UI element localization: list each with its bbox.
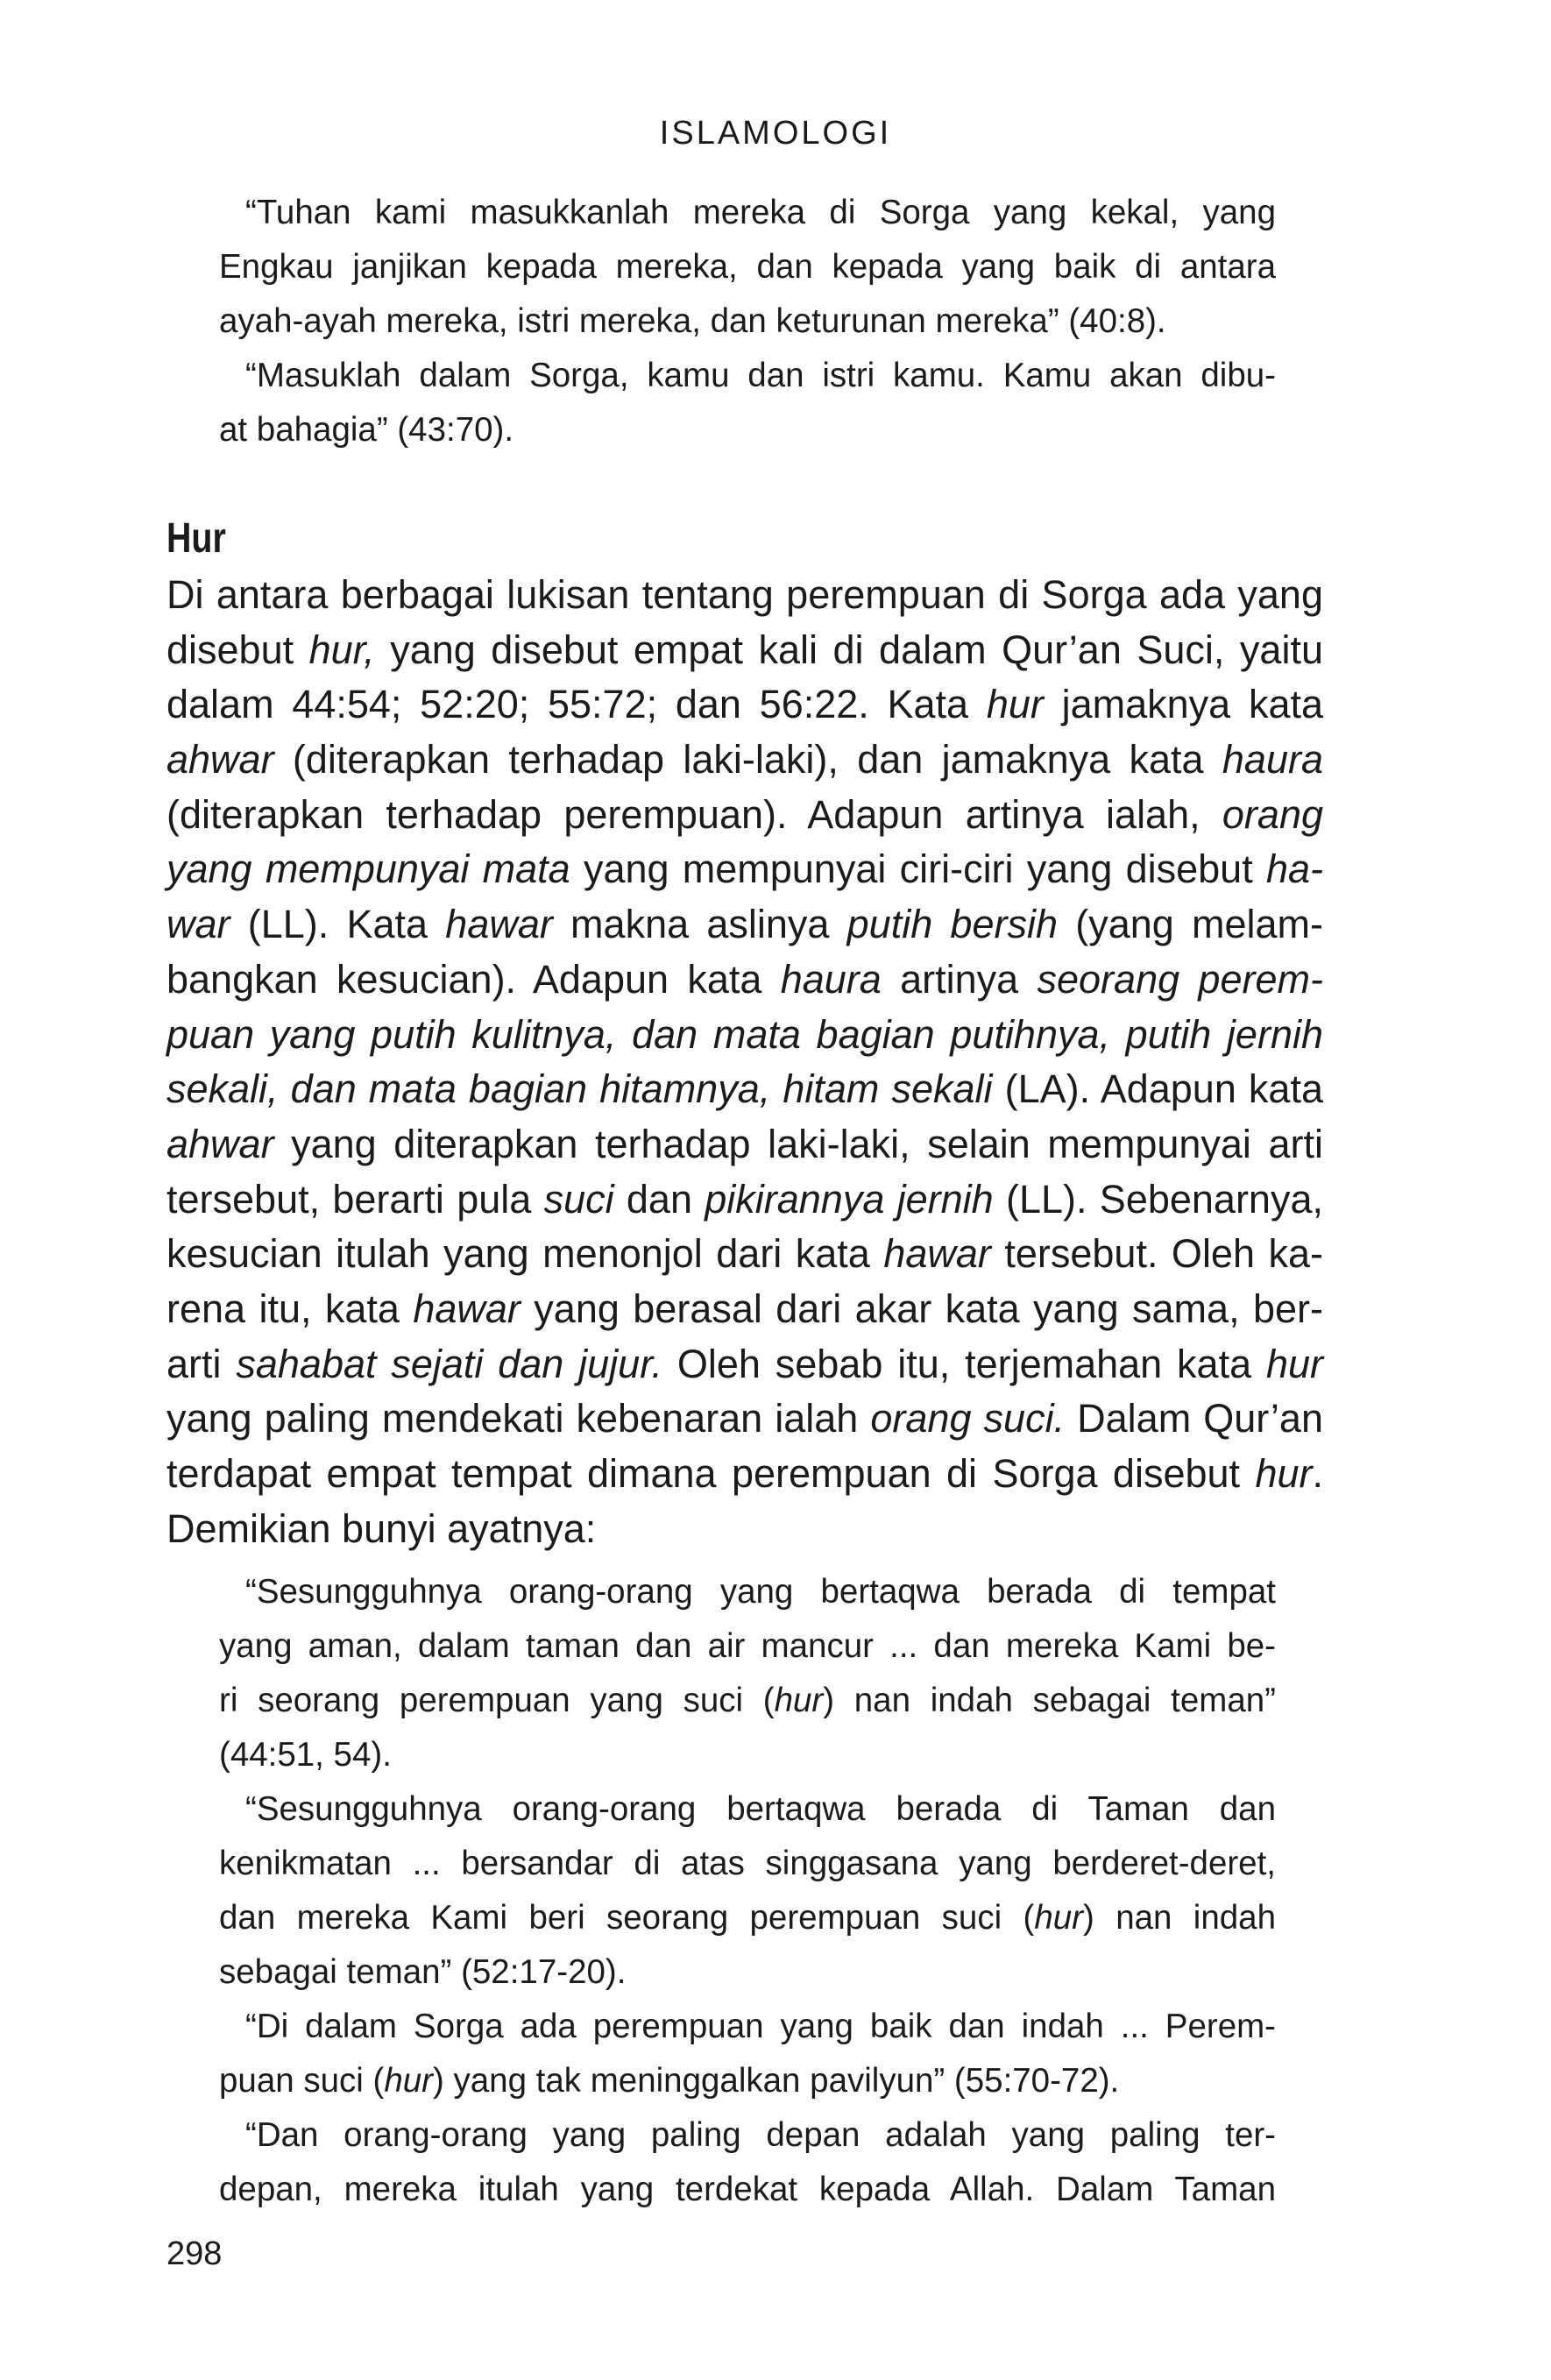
text-line	[219, 2000, 1276, 2054]
italic-run: ha-	[1265, 846, 1323, 892]
text-line	[166, 897, 1323, 953]
text-run: (yang melam-	[1058, 902, 1324, 947]
text-line	[166, 1337, 1323, 1392]
text-line	[166, 1008, 1323, 1063]
quote-line: Engkau janjikan kepada mereka, dan kepada yang baik di antara	[219, 248, 1276, 286]
text-run: (LL). Kata	[230, 902, 446, 947]
italic-run: hur	[1265, 1341, 1323, 1386]
italic-run: seorang perem-	[1037, 956, 1323, 1002]
italic-run: suci	[543, 1176, 614, 1222]
text-run: yang paling mendekati kebenaran ialah	[166, 1396, 871, 1441]
text-line	[166, 1392, 1323, 1447]
italic-run: ahwar	[166, 1121, 274, 1166]
italic-run: hur	[1255, 1451, 1313, 1496]
italic-run: hur	[774, 1682, 824, 1719]
text-run: Oleh sebab itu, terjemahan kata	[662, 1341, 1266, 1386]
italic-run: sekali, dan mata bagian hitamnya, hitam sekali	[166, 1066, 993, 1112]
text-run: “Di dalam Sorga ada perempuan yang baik dan indah ... Perem-	[245, 2008, 1276, 2045]
italic-run: haura	[780, 956, 882, 1002]
text-line	[166, 842, 1323, 897]
text-run: “Sesungguhnya orang-orang bertaqwa berada di Taman dan	[245, 1790, 1276, 1828]
text-run: kenikmatan ... bersandar di atas singgasana yang berderet-deret,	[219, 1845, 1276, 1882]
text-run: ) yang tak meninggalkan pavilyun” (55:70-72).	[432, 2062, 1120, 2100]
italic-run: hur,	[308, 627, 375, 672]
text-line	[219, 2108, 1276, 2163]
text-line	[166, 1447, 1323, 1502]
text-run: ri seorang perempuan yang suci (	[219, 1682, 775, 1719]
italic-run: putih bersih	[846, 902, 1058, 947]
text-run: dan mereka Kami beri seorang perempuan suci (	[219, 1899, 1035, 1937]
italic-run: hawar	[883, 1231, 991, 1277]
italic-run: orang	[1222, 791, 1323, 837]
text-line	[166, 1172, 1323, 1228]
text-run: ) nan indah sebagai teman”	[823, 1682, 1276, 1719]
text-run: .	[1312, 1451, 1323, 1496]
quote-line: “Tuhan kami masukkanlah mereka di Sorga yang kekal, yang	[245, 194, 1276, 231]
text-line	[219, 1945, 1276, 2000]
text-line	[166, 1227, 1323, 1282]
text-line	[166, 733, 1323, 788]
text-line	[166, 568, 1323, 623]
italic-run: hur	[384, 2062, 433, 2100]
text-run: bangkan kesucian). Adapun kata	[166, 956, 781, 1002]
text-run: dan	[613, 1176, 705, 1222]
text-run: depan, mereka itulah yang terdekat kepada Allah. Dalam Taman	[219, 2171, 1276, 2208]
italic-run: haura	[1222, 737, 1323, 783]
text-line	[166, 1282, 1323, 1337]
text-line	[166, 623, 1323, 678]
italic-run: hur	[1034, 1899, 1083, 1937]
text-run: puan suci (	[219, 2062, 385, 2100]
section-heading: Hur	[166, 515, 226, 562]
text-run: (LL). Sebenarnya,	[993, 1176, 1323, 1222]
italic-run: orang suci.	[870, 1396, 1066, 1441]
text-run: yang disebut empat kali di dalam Qur’an Suci, yaitu	[374, 627, 1323, 672]
quotes-bottom	[219, 1565, 1276, 2217]
italic-run: puan yang putih kulitnya, dan mata bagian putihnya, putih jernih	[166, 1011, 1323, 1057]
quote-line: ayah-ayah mereka, istri mereka, dan keturunan mereka” (40:8).	[219, 302, 1166, 340]
text-run: “Dan orang-orang yang paling depan adalah yang paling ter-	[245, 2116, 1276, 2154]
text-line	[166, 788, 1323, 843]
text-run: yang mempunyai ciri-ciri yang disebut	[570, 846, 1266, 892]
quote-line: at bahagia” (43:70).	[219, 411, 514, 449]
body-paragraph	[166, 568, 1323, 1556]
italic-run: hawar	[413, 1286, 521, 1331]
text-run: rena itu, kata	[166, 1286, 414, 1331]
text-line	[219, 1891, 1276, 1945]
running-header: ISLAMOLOGI	[659, 115, 892, 152]
text-run: arti	[166, 1341, 237, 1386]
text-run: Dalam Qur’an	[1065, 1396, 1323, 1441]
text-run: sebagai teman” (52:17-20).	[219, 1953, 627, 1991]
text-line	[166, 1502, 1323, 1557]
text-run: Demikian bunyi ayatnya:	[166, 1505, 597, 1551]
text-line	[219, 1837, 1276, 1891]
text-run: yang berasal dari akar kata yang sama, ber-	[520, 1286, 1323, 1331]
text-run: yang aman, dalam taman dan air mancur ... dan mereka Kami be-	[219, 1627, 1276, 1665]
text-run: makna aslinya	[552, 902, 847, 947]
text-run: yang diterapkan terhadap laki-laki, selain mempunyai arti	[273, 1121, 1323, 1166]
text-run: jamaknya kata	[1043, 682, 1323, 727]
italic-run: sahabat sejati dan jujur.	[236, 1341, 663, 1386]
text-run: terdapat empat tempat dimana perempuan di Sorga disebut	[166, 1451, 1256, 1496]
italic-run: ahwar	[166, 737, 274, 783]
text-run: (44:51, 54).	[219, 1736, 392, 1774]
text-line	[219, 1728, 1276, 1782]
text-run: disebut	[166, 627, 309, 672]
text-line	[219, 1782, 1276, 1837]
text-run: dalam 44:54; 52:20; 55:72; dan 56:22. Kata	[166, 682, 987, 727]
text-run: (LA). Adapun kata	[992, 1066, 1323, 1112]
text-line	[219, 1619, 1276, 1674]
text-line	[166, 677, 1323, 733]
text-line	[166, 953, 1323, 1008]
text-run: Di antara berbagai lukisan tentang perempuan di Sorga ada yang	[166, 572, 1323, 617]
quote-line: “Masuklah dalam Sorga, kamu dan istri kamu. Kamu akan dibu-	[245, 357, 1276, 394]
text-line	[219, 2054, 1276, 2108]
text-run: kesucian itulah yang menonjol dari kata	[166, 1231, 884, 1277]
italic-run: hur	[986, 682, 1044, 727]
text-line	[166, 1117, 1323, 1172]
text-run: tersebut, berarti pula	[166, 1176, 544, 1222]
quotes-top	[219, 186, 1276, 457]
italic-run: pikirannya jernih	[705, 1176, 994, 1222]
text-line	[219, 1674, 1276, 1728]
text-run: (diterapkan terhadap laki-laki), dan jamaknya kata	[273, 737, 1222, 783]
italic-run: war	[166, 902, 230, 947]
text-line	[219, 1565, 1276, 1619]
text-run: ) nan indah	[1083, 1899, 1277, 1937]
italic-run: hawar	[445, 902, 553, 947]
text-run: “Sesungguhnya orang-orang yang bertaqwa berada di tempat	[245, 1573, 1276, 1611]
italic-run: yang mempunyai mata	[166, 846, 570, 892]
text-line	[166, 1062, 1323, 1117]
page-number: 298	[166, 2235, 223, 2272]
text-run: (diterapkan terhadap perempuan). Adapun artinya ialah,	[166, 791, 1222, 837]
text-run: artinya	[881, 956, 1038, 1002]
text-run: tersebut. Oleh ka-	[990, 1231, 1323, 1277]
text-line	[219, 2163, 1276, 2217]
